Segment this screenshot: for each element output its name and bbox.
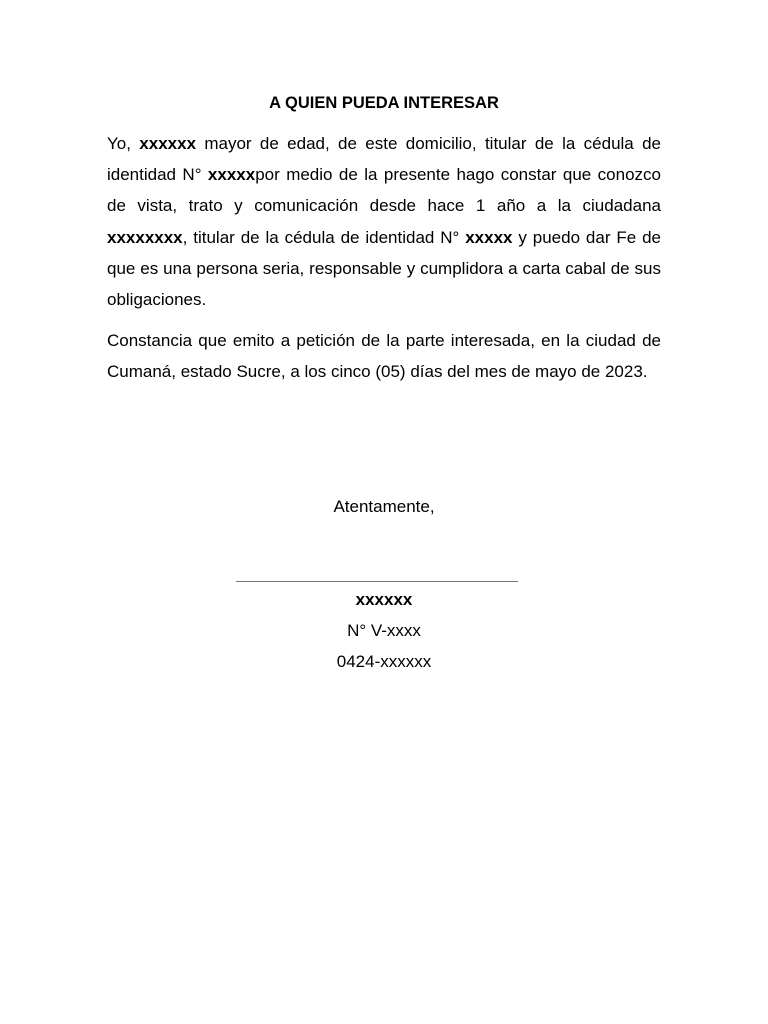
- paragraph-declaration: [107, 128, 661, 315]
- signature-name: xxxxxx: [355, 590, 413, 609]
- citizen-name: xxxxxxxx: [107, 227, 183, 247]
- paragraph-text: y puedo dar Fe de que es una persona seria, responsable y cumplidora a carta cabal de sus obligaciones.: [107, 227, 661, 310]
- declarant-name: xxxxxx: [139, 134, 197, 153]
- signature-id: N° V-xxxx: [347, 621, 421, 640]
- citizen-id: xxxxx: [465, 227, 513, 247]
- signature-line: [236, 581, 518, 582]
- paragraph-text: Yo,: [107, 134, 140, 153]
- document-title: A QUIEN PUEDA INTERESAR: [269, 94, 499, 112]
- paragraph-text: , titular de la cédula de identidad N°: [182, 227, 466, 247]
- signature-block: [107, 588, 661, 681]
- closing-text: Atentamente,: [333, 497, 435, 516]
- signature-phone: 0424-xxxxxx: [336, 652, 432, 671]
- paragraph-text: mayor de edad, de este domicilio, titular de la cédula de identidad N°: [107, 134, 661, 185]
- paragraph-text: por medio de la presente hago constar que conozco de vista, trato y comunicación desde hace 1 año a la ciudadana: [107, 165, 661, 216]
- declarant-id: xxxxx: [207, 165, 256, 185]
- paragraph-constancy: Constancia que emito a petición de la parte interesada, en la ciudad de Cumaná, estado Sucre, a los cinco (05) días del mes de mayo de 2023.: [107, 331, 661, 382]
